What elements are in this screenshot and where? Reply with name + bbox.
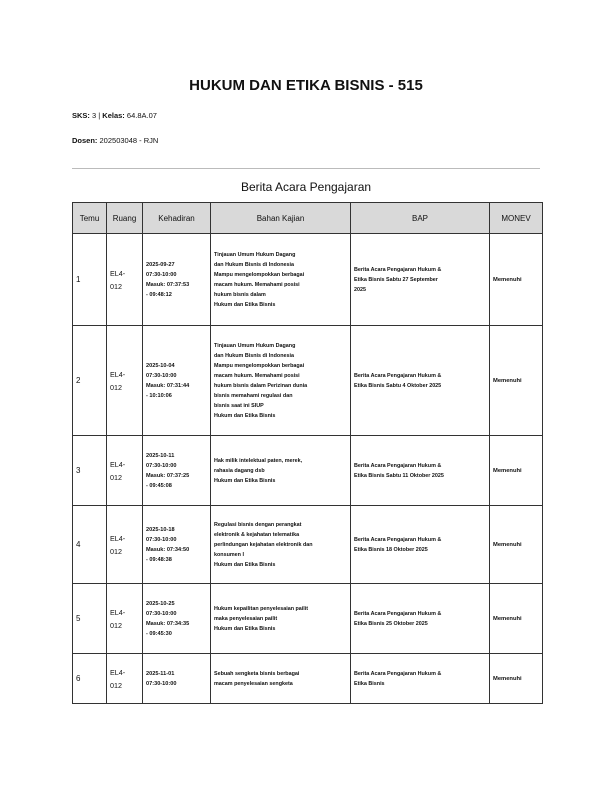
ruang-cell: EL4- 012 [107,654,143,704]
sks-label: SKS: [72,111,90,120]
divider [72,168,540,169]
ruang-cell: EL4- 012 [107,506,143,584]
kehadiran-cell: 2025-10-04 07:30-10:00 Masuk: 07:31:44 - 10:10:06 [143,326,211,436]
dosen-value: 202503048 - RJN [97,136,159,145]
bap-cell: Berita Acara Pengajaran Hukum & Etika Bisnis [351,654,490,704]
temu-cell: 6 [73,654,107,704]
monev-cell: Memenuhi [490,234,543,326]
kelas-label: Kelas: [102,111,125,120]
temu-cell: 5 [73,584,107,654]
temu-cell: 4 [73,506,107,584]
temu-cell: 2 [73,326,107,436]
bahan-kajian-cell: Regulasi bisnis dengan perangkat elektronik & kejahatan telematika perlindungan kejahatan elektronik dan konsumen I Hukum dan Etika Bisnis [211,506,351,584]
monev-cell: Memenuhi [490,506,543,584]
monev-cell: Memenuhi [490,436,543,506]
kehadiran-cell: 2025-09-27 07:30-10:00 Masuk: 07:37:53 - 09:48:12 [143,234,211,326]
table-row [73,584,543,654]
monev-cell: Memenuhi [490,326,543,436]
bap-cell: Berita Acara Pengajaran Hukum & Etika Bisnis 18 Oktober 2025 [351,506,490,584]
column-header-bahan-kajian: Bahan Kajian [211,203,351,234]
kehadiran-cell: 2025-11-01 07:30-10:00 [143,654,211,704]
temu-cell: 3 [73,436,107,506]
bahan-kajian-cell: Hukum kepailitan penyelesaian pailit maka penyelesaian pailit Hukum dan Etika Bisnis [211,584,351,654]
ruang-cell: EL4- 012 [107,234,143,326]
kehadiran-cell: 2025-10-25 07:30-10:00 Masuk: 07:34:35 - 09:45:30 [143,584,211,654]
section-title: Berita Acara Pengajaran [240,180,372,194]
table-header-row [73,203,543,234]
monev-cell: Memenuhi [490,654,543,704]
ruang-cell: EL4- 012 [107,326,143,436]
bap-cell: Berita Acara Pengajaran Hukum & Etika Bisnis Sabtu 4 Oktober 2025 [351,326,490,436]
monev-cell: Memenuhi [490,584,543,654]
table-row [73,234,543,326]
ruang-cell: EL4- 012 [107,436,143,506]
ruang-cell: EL4- 012 [107,584,143,654]
bap-cell: Berita Acara Pengajaran Hukum & Etika Bisnis Sabtu 11 Oktober 2025 [351,436,490,506]
kehadiran-cell: 2025-10-11 07:30-10:00 Masuk: 07:37:25 - 09:45:08 [143,436,211,506]
bap-cell: Berita Acara Pengajaran Hukum & Etika Bisnis Sabtu 27 September 2025 [351,234,490,326]
lecturer-meta [72,135,540,147]
document-page [72,0,540,704]
bahan-kajian-cell: Hak milik intelektual paten, merek, rahasia dagang dsb Hukum dan Etika Bisnis [211,436,351,506]
column-header-bap: BAP [351,203,490,234]
kelas-value: 64.8A.07 [124,111,157,120]
teaching-record-table [72,202,543,704]
dosen-label: Dosen: [72,136,98,145]
bap-cell: Berita Acara Pengajaran Hukum & Etika Bisnis 25 Oktober 2025 [351,584,490,654]
column-header-kehadiran: Kehadiran [143,203,211,234]
bahan-kajian-cell: Tinjauan Umum Hukum Dagang dan Hukum Bisnis di Indonesia Mampu mengelompokkan berbagai macam hukum. Memahami posisi hukum bisnis dalam Hukum dan Etika Bisnis [211,234,351,326]
table-row [73,326,543,436]
column-header-monev: MONEV [490,203,543,234]
course-meta [72,110,540,122]
temu-cell: 1 [73,234,107,326]
sks-value: 3 | [89,111,103,120]
column-header-temu: Temu [73,203,107,234]
bahan-kajian-cell: Sebuah sengketa bisnis berbagai macam penyelesaian sengketa [211,654,351,704]
table-row [73,654,543,704]
document-title: HUKUM DAN ETIKA BISNIS - 515 [189,77,423,94]
kehadiran-cell: 2025-10-18 07:30-10:00 Masuk: 07:34:50 - 09:48:38 [143,506,211,584]
column-header-ruang: Ruang [107,203,143,234]
bahan-kajian-cell: Tinjauan Umum Hukum Dagang dan Hukum Bisnis di Indonesia Mampu mengelompokkan berbagai macam hukum. Memahami posisi hukum bisnis dalam Perizinan dunia bisnis memahami regulasi dan bisnis saat ini SIUP Hukum dan Etika Bisnis [211,326,351,436]
table-row [73,436,543,506]
table-row [73,506,543,584]
